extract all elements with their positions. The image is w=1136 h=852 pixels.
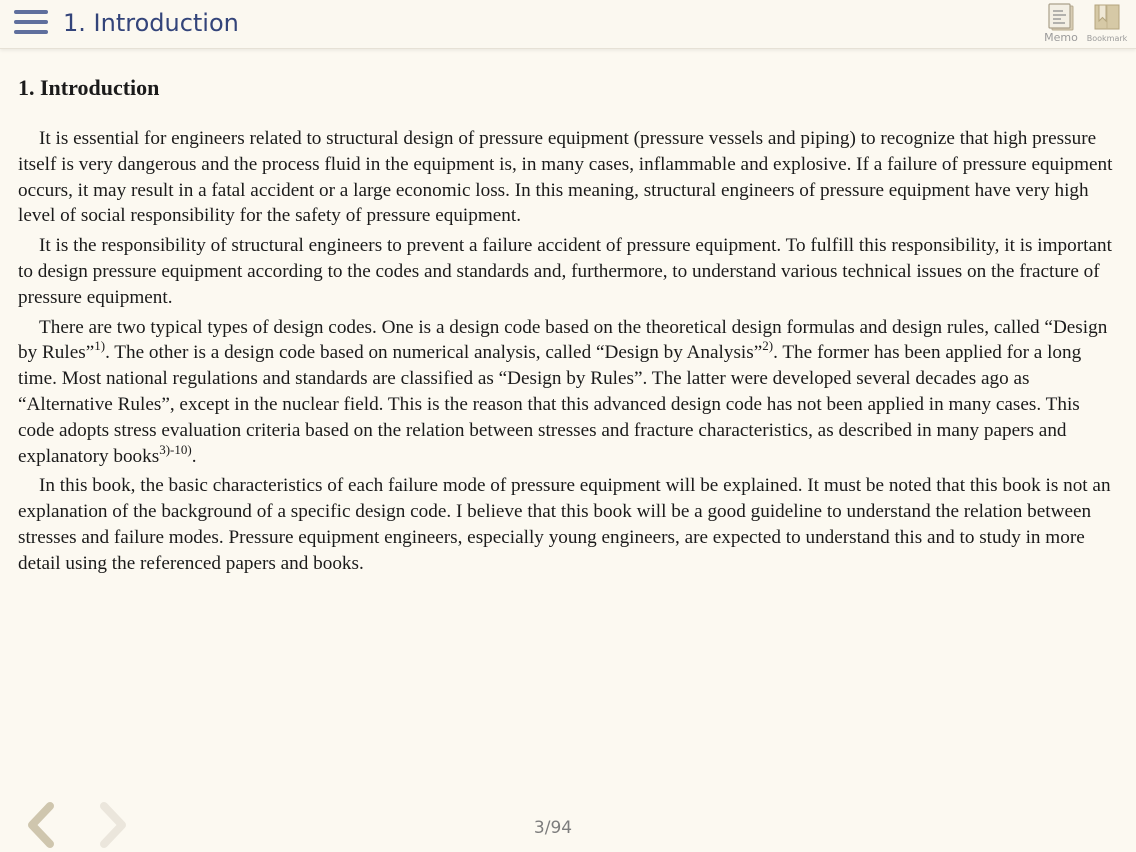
chevron-left-icon [24, 802, 58, 848]
next-page-button[interactable] [96, 802, 130, 852]
hamburger-menu-icon[interactable] [14, 8, 50, 38]
memo-button[interactable] [1039, 3, 1083, 45]
reference-3-10: 3)-10) [159, 441, 192, 457]
section-heading: 1. Introduction [18, 75, 160, 100]
paragraph-3 [18, 315, 1118, 470]
paragraph-1: It is essential for engineers related to structural design of pressure equipment (pressure vessels and piping) to recognize that high pressure itself is very dangerous and the process fluid in the equipment is, in many cases, inflammable and explosive. If a failure of pressure equipment occurs, it may result in a fatal accident or a large economic loss. In this meaning, structural engineers of pressure equipment have very high level of social responsibility for the safety of pressure equipment. [18, 128, 1113, 227]
previous-page-button[interactable] [24, 802, 58, 852]
reference-2: 2) [762, 338, 774, 354]
page-content [18, 74, 1118, 581]
top-toolbar [0, 0, 1136, 49]
paragraph-2: It is the responsibility of structural engineers to prevent a failure accident of pressure equipment. To fulfill this responsibility, it is important to design pressure equipment according to the codes and standards and, furthermore, to understand various technical issues on the fracture of pressure equipment. [18, 235, 1112, 308]
paragraph-3-text: There are two typical types of design codes. One is a design code based on the theoretical design formulas and design rules, called “Design by Rules” [18, 316, 1108, 364]
paragraph-3-text: . The former has been applied for a long time. Most national regulations and standards are classified as “Design by Rules”. The latter were developed several decades ago as “Alternative Rules”, except in the nuclear field. This is the reason that this advanced design code has not been applied in many cases. This code adopts stress evaluation criteria based on the relation between stresses and fracture characteristics, as described in many papers and explanatory books [18, 342, 1082, 467]
bookmark-icon [1091, 3, 1123, 31]
bookmark-button[interactable] [1085, 3, 1129, 45]
reference-1: 1) [94, 338, 106, 354]
chevron-right-icon [96, 802, 130, 848]
paragraph-3-text: . The other is a design code based on numerical analysis, called “Design by Analysis” [105, 342, 763, 364]
page-indicator: 3/94 [533, 818, 573, 838]
memo-icon [1046, 3, 1076, 31]
header-title: 1. Introduction [63, 9, 239, 37]
memo-label: Memo [1044, 31, 1078, 44]
paragraph-3-text: . [191, 445, 197, 467]
bookmark-label: Bookmark [1086, 34, 1128, 43]
paragraph-4: In this book, the basic characteristics of each failure mode of pressure equipment will be explained. It must be noted that this book is not an explanation of the background of a specific design code. I believe that this book will be a good guideline to understand the relation between stresses and failure modes. Pressure equipment engineers, especially young engineers, are expected to understand this and to study in more detail using the referenced papers and books. [18, 475, 1111, 574]
